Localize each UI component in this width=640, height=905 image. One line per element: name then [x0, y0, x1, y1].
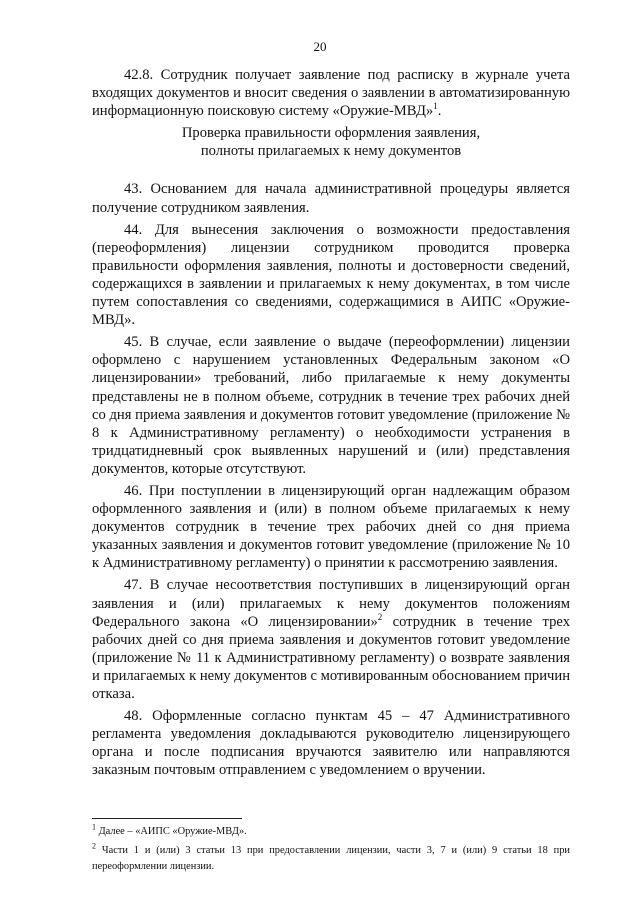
section-heading-line-1: Проверка правильности оформления заявления, — [181, 125, 481, 142]
footnote-1-text: Далее – «АИПС «Оружие-МВД». — [96, 826, 247, 837]
footnote-2-text: Части 1 и (или) 3 статьи 13 при предоставлении лицензии, части 3, 7 и (или) 9 статьи 18 при переоформлении лицензии. — [92, 845, 570, 872]
paragraph-43: 43. Основанием для начала административной процедуры является получение сотрудником заявления. — [92, 181, 570, 216]
paragraph-46: 46. При поступлении в лицензирующий орган надлежащим образом оформленного заявления и (или) в полном объеме прилагаемых к нему документов сотрудник в течение трех рабочих дней со дня приема указанных заявления и документов готовит уведомление (приложение № 10 к Административному регламенту) о принятии к рассмотрению заявления. — [92, 482, 570, 572]
footnote-2-marker: 2 — [92, 841, 96, 851]
footnote-1 — [92, 824, 570, 840]
footnote-separator — [92, 818, 242, 819]
paragraph-45: 45. В случае, если заявление о выдаче (переоформлении) лицензии оформлено с нарушением установленных Федеральным законом «О лицензировании» требований, либо прилагаемые к нему документы представлены не в полном объеме, сотрудник в течение трех рабочих дней со дня приема заявления и документов готовит уведомление (приложение № 8 к Административному регламенту) о необходимости устранения в тридцатидневный срок выявленных нарушений и (или) представления документов, которые отсутствуют. — [92, 334, 570, 477]
section-heading — [92, 124, 570, 160]
paragraph-44: 44. Для вынесения заключения о возможности предоставления (переоформления) лицензии сотрудником проводится проверка правильности оформления заявления, полноты и достоверности сведений, содержащихся в заявлении и прилагаемых к нему документах, в том числе путем сопоставления со сведениями, содержащимися в АИПС «Оружие-МВД». — [92, 221, 570, 329]
footnote-ref-1: 1 — [433, 101, 438, 112]
footnotes — [92, 818, 570, 878]
section-heading-line-2: полноты прилагаемых к нему документов — [200, 143, 462, 160]
footnote-2 — [92, 843, 570, 875]
paragraph-47-text-start: 47. В случае несоответствия поступивших в лицензирующий орган заявления и (или) прилагаемых к нему документов положениям Федерального закона «О лицензировании» — [92, 577, 570, 630]
paragraph-47 — [92, 576, 570, 703]
document-body — [92, 66, 570, 779]
footnote-1-marker: 1 — [92, 822, 96, 832]
page-number: 20 — [313, 39, 327, 54]
paragraph-42-8-end: . — [437, 103, 442, 120]
paragraph-42-8-text: 42.8. Сотрудник получает заявление под расписку в журнале учета входящих документов и вносит сведения о заявлении в автоматизированную информационную поисковую систему «Оружие-МВД» — [92, 67, 570, 120]
paragraph-47-text-end: сотрудник в течение трех рабочих дней со дня приема заявления и документов готовит уведомление (приложение № 11 к Административному регламенту) о возврате заявления и прилагаемых к нему документов с мотивированным обоснованием причин отказа. — [92, 613, 570, 702]
footnote-ref-2: 2 — [377, 611, 383, 622]
paragraph-42-8 — [92, 66, 570, 120]
paragraph-48: 48. Оформленные согласно пунктам 45 – 47 Административного регламента уведомления докладываются руководителю лицензирующего органа и после подписания вручаются заявителю или направляются заказным почтовым отправлением с уведомлением о вручении. — [92, 708, 570, 779]
